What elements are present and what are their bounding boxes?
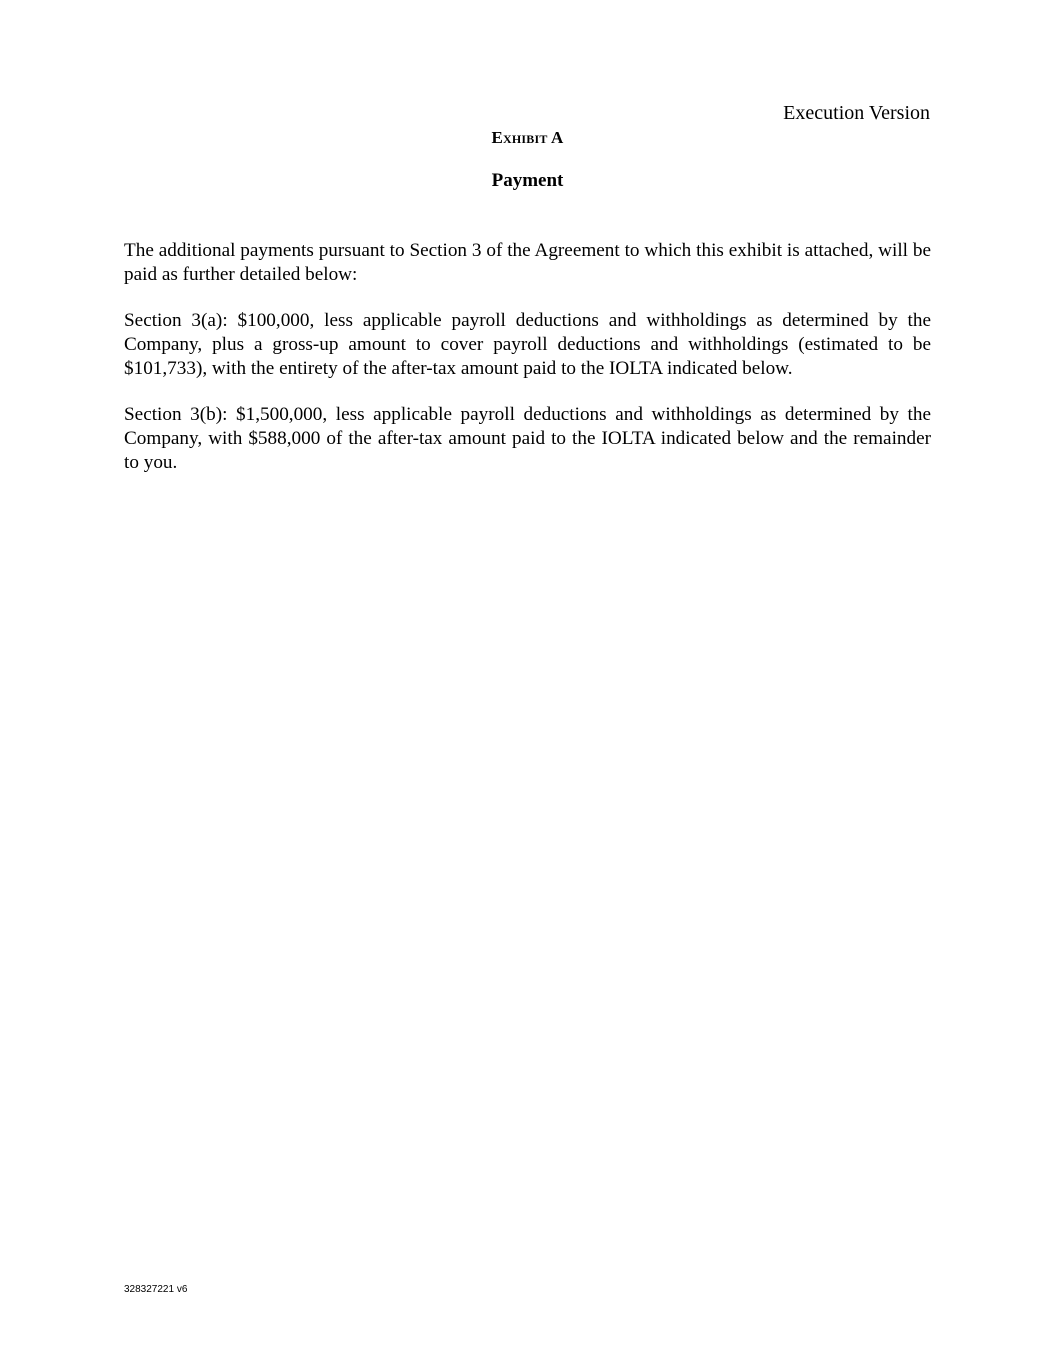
section-3a-paragraph: Section 3(a): $100,000, less applicable payroll deductions and withholdings as determined by the Company, plus a gross-up amount to cover payroll deductions and withholdings (estimated to be $101,733), with the entirety of the after-tax amount paid to the IOLTA indicated below. [124, 310, 931, 379]
execution-version-label: Execution Version [783, 102, 930, 124]
exhibit-subtitle: Payment [491, 170, 564, 191]
exhibit-title: Exhibit A [491, 128, 564, 147]
section-3b-paragraph: Section 3(b): $1,500,000, less applicable payroll deductions and withholdings as determined by the Company, with $588,000 of the after-tax amount paid to the IOLTA indicated below and the remainder to you. [124, 404, 931, 473]
intro-paragraph: The additional payments pursuant to Section 3 of the Agreement to which this exhibit is attached, will be paid as further detailed below: [124, 240, 931, 285]
document-id-footer: 328327221 v6 [124, 1284, 188, 1295]
document-body [124, 239, 931, 497]
